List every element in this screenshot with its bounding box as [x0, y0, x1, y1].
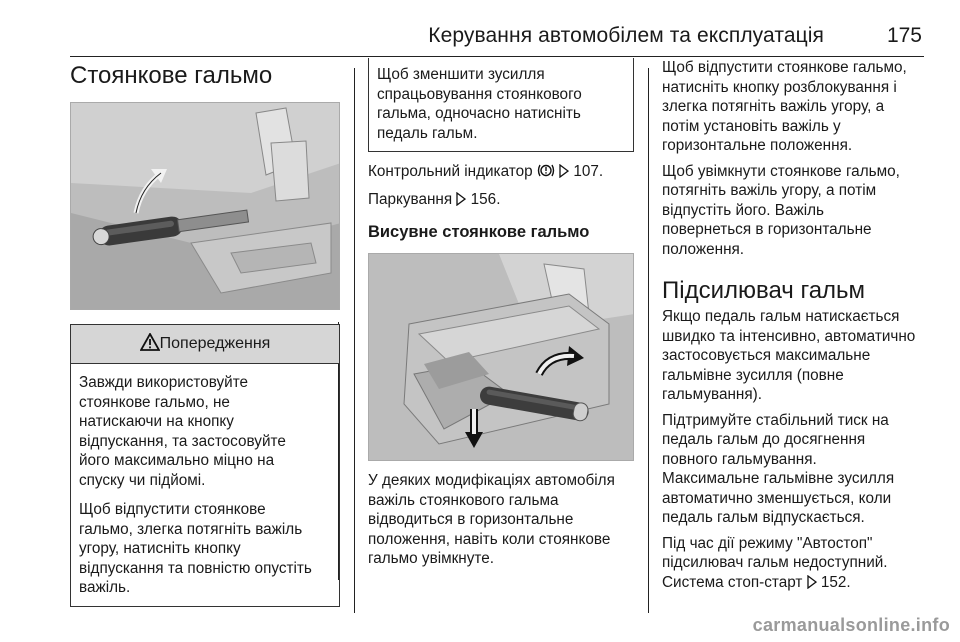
- column-left: [70, 58, 340, 607]
- warning-body: [71, 364, 339, 606]
- brake-indicator-icon: [537, 163, 555, 184]
- engage-instructions: Щоб увімкнути стоянкове гальмо, потягніть важіль угору, а потім відпустіть його. Важіль повернеться в горизонтальне положення.: [662, 162, 900, 258]
- subheading-retractable-brake: Висувне стоянкове гальмо: [368, 223, 590, 241]
- column-middle: [368, 58, 634, 569]
- parking-reference: Паркування 156.: [368, 190, 634, 212]
- chapter-title: Керування автомобілем та експлуатація: [428, 24, 824, 47]
- warning-header: [71, 325, 339, 364]
- section-title-brake-assist: Підсилювач гальм: [662, 277, 866, 304]
- autostop-paragraph: Під час дії режиму "Автостоп" підсилювач гальм недоступний. Система стоп-старт 152.: [662, 534, 932, 595]
- column-divider: [354, 68, 355, 613]
- retractable-brake-text: У деяких модифікаціях автомобіля важіль стоянкового гальма відводиться в горизонтальне положення, навіть коли стоянкове гальмо увімкнуте.: [368, 472, 615, 567]
- warning-box: [70, 324, 340, 607]
- retractable-brake-illustration: [368, 253, 634, 461]
- indicator-reference: Контрольний індикатор 107.: [368, 162, 634, 184]
- parking-brake-illustration: [70, 102, 340, 310]
- watermark: carmanualsonline.info: [752, 615, 950, 635]
- release-instructions: Щоб відпустити стоянкове гальмо, натисніть кнопку розблокування і злегка потягніть важіль угору, а потім установіть важіль у горизонтальне положення.: [662, 59, 907, 154]
- arrow-ref-icon: [559, 164, 569, 184]
- arrow-ref-icon: [456, 192, 466, 212]
- note-box: [368, 58, 634, 152]
- warning-triangle-icon: [140, 333, 160, 356]
- brake-assist-paragraph: Якщо педаль гальм натискається швидко та інтенсивно, автоматично застосовується максимальне гальмівне зусилля (повне гальмування).: [662, 308, 916, 403]
- warning-paragraph: Щоб відпустити стоянкове гальмо, злегка потягніть важіль угору, натисніть кнопку відпускання та повністю опустіть важіль.: [79, 501, 312, 596]
- arrow-ref-icon: [807, 575, 817, 595]
- page-number: 175: [886, 24, 922, 47]
- warning-paragraph: Завжди використовуйте стоянкове гальмо, не натискаючи на кнопку відпускання, та застосовуйте його максимально міцно на спуску чи підйомі.: [79, 374, 286, 489]
- warning-title: Попередження: [159, 335, 271, 352]
- column-divider: [648, 68, 649, 613]
- brake-assist-paragraph: Підтримуйте стабільний тиск на педаль гальм до досягнення повного гальмування. Максимальне гальмівне зусилля автоматично зменшується, коли педаль гальм відпускається.: [662, 411, 895, 526]
- note-text: Щоб зменшити зусилля спрацьовування стоянкового гальма, одночасно натисніть педаль гальм.: [377, 66, 582, 142]
- page-header: [70, 22, 924, 57]
- section-title-parking-brake: Стоянкове гальмо: [70, 62, 273, 89]
- column-right: [662, 58, 932, 594]
